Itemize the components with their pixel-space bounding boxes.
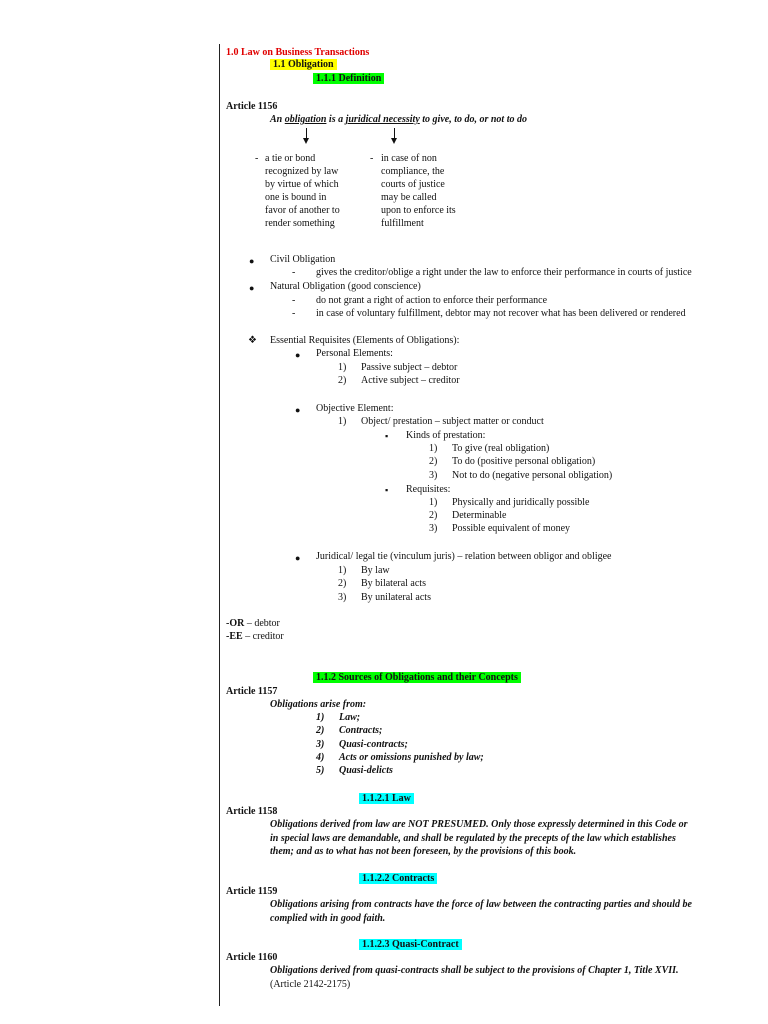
article-1158-title: Article 1158 xyxy=(226,806,278,817)
bullet-icon: ● xyxy=(295,405,301,415)
list-number: 1) xyxy=(316,712,325,723)
article-1158-text: Obligations derived from law are NOT PRESUMED. Only those expressly determined in this Code or xyxy=(270,819,688,830)
kind-1: To give (real obligation) xyxy=(452,443,550,454)
article-1158-text: in special laws are demandable, and shall be regulated by the precepts of the law which establishes xyxy=(270,833,676,844)
right-note-line: fulfillment xyxy=(381,218,424,229)
source-item: Law; xyxy=(339,712,361,723)
source-item: Quasi-contracts; xyxy=(339,739,408,750)
right-note-line: courts of justice xyxy=(381,179,445,190)
dash: - xyxy=(292,295,296,306)
bullet-icon: ● xyxy=(295,553,301,563)
law-heading: 1.1.2.1 Law xyxy=(359,793,414,805)
list-number: 3) xyxy=(429,523,438,534)
list-number: 4) xyxy=(316,752,325,763)
list-number: 3) xyxy=(316,739,325,750)
article-1159-text: Obligations arising from contracts have the force of law between the contracting parties and should be xyxy=(270,899,692,910)
left-note-line: a tie or bond xyxy=(265,153,316,164)
requisite-2: Determinable xyxy=(452,510,507,521)
left-note-line: by virtue of which xyxy=(265,179,339,190)
objective-element: Objective Element: xyxy=(316,403,394,414)
civil-note: gives the creditor/oblige a right under the law to enforce their performance in courts of justice xyxy=(316,267,692,278)
left-dash: - xyxy=(255,153,259,164)
list-number: 3) xyxy=(338,592,347,603)
source-item: Contracts; xyxy=(339,725,383,736)
list-number: 1) xyxy=(429,497,438,508)
list-number: 1) xyxy=(338,362,347,373)
kind-3: Not to do (negative personal obligation) xyxy=(452,470,613,481)
article-1157-title: Article 1157 xyxy=(226,686,278,697)
personal-elements: Personal Elements: xyxy=(316,348,393,359)
bullet-icon: ● xyxy=(249,283,255,293)
juridical-2: By bilateral acts xyxy=(361,578,426,589)
left-note-line: render something xyxy=(265,218,335,229)
dash: - xyxy=(292,308,296,319)
article-1156-title: Article 1156 xyxy=(226,101,278,112)
quasi-contract-heading: 1.1.2.3 Quasi-Contract xyxy=(359,939,462,951)
personal-1: Passive subject – debtor xyxy=(361,362,458,373)
source-item: Acts or omissions punished by law; xyxy=(339,752,484,763)
juridical-tie: Juridical/ legal tie (vinculum juris) – relation between obligor and obligee xyxy=(316,551,612,562)
right-dash: - xyxy=(370,153,374,164)
natural-note-1: do not grant a right of action to enforce their performance xyxy=(316,295,548,306)
list-number: 2) xyxy=(429,510,438,521)
juridical-1: By law xyxy=(361,565,390,576)
right-note-line: may be called xyxy=(381,192,437,203)
left-note-line: favor of another to xyxy=(265,205,340,216)
square-bullet-icon: ▪ xyxy=(385,485,389,495)
margin-rule xyxy=(219,44,220,1006)
requisite-3: Possible equivalent of money xyxy=(452,523,571,534)
list-number: 1) xyxy=(338,416,347,427)
list-number: 3) xyxy=(429,470,438,481)
juridical-3: By unilateral acts xyxy=(361,592,431,603)
article-1160-title: Article 1160 xyxy=(226,952,278,963)
subsection-heading: 1.1 Obligation xyxy=(270,59,337,71)
list-number: 2) xyxy=(338,578,347,589)
right-note-line: compliance, the xyxy=(381,166,445,177)
ee-suffix: -EE – creditor xyxy=(226,631,284,642)
arrow-right-shaft xyxy=(394,128,395,138)
article-1159-text: complied with in good faith. xyxy=(270,913,386,924)
list-number: 5) xyxy=(316,765,325,776)
or-suffix: -OR – debtor xyxy=(226,618,280,629)
requisites-title: Essential Requisites (Elements of Obligations): xyxy=(270,335,460,346)
requisites-subtitle: Requisites: xyxy=(406,484,451,495)
sources-intro: Obligations arise from: xyxy=(270,699,367,710)
bullet-icon: ● xyxy=(249,256,255,266)
kind-2: To do (positive personal obligation) xyxy=(452,456,596,467)
contracts-heading: 1.1.2.2 Contracts xyxy=(359,873,437,885)
definition-heading: 1.1.1 Definition xyxy=(313,73,384,85)
article-1160-text: Obligations derived from quasi-contracts shall be subject to the provisions of Chapter 1, Title XVII. xyxy=(270,965,679,976)
kinds-of-prestation: Kinds of prestation: xyxy=(406,430,486,441)
right-note-line: in case of non xyxy=(381,153,437,164)
left-note-line: recognized by law xyxy=(265,166,339,177)
personal-2: Active subject – creditor xyxy=(361,375,460,386)
list-number: 2) xyxy=(338,375,347,386)
list-number: 1) xyxy=(429,443,438,454)
left-note-line: one is bound in xyxy=(265,192,327,203)
arrow-left-shaft xyxy=(306,128,307,138)
article-1159-title: Article 1159 xyxy=(226,886,278,897)
article-1160-ref: (Article 2142-2175) xyxy=(270,979,351,990)
source-item: Quasi-delicts xyxy=(339,765,393,776)
bullet-icon: ● xyxy=(295,350,301,360)
list-number: 2) xyxy=(429,456,438,467)
arrow-down-icon xyxy=(303,138,309,144)
dash: - xyxy=(292,267,296,278)
requisite-1: Physically and juridically possible xyxy=(452,497,590,508)
square-bullet-icon: ▪ xyxy=(385,431,389,441)
obligation-definition: An obligation is a juridical necessity to give, to do, or not to do xyxy=(270,114,527,125)
list-number: 1) xyxy=(338,565,347,576)
sources-heading: 1.1.2 Sources of Obligations and their Concepts xyxy=(313,672,521,684)
civil-obligation: Civil Obligation xyxy=(270,254,336,265)
arrow-down-icon xyxy=(391,138,397,144)
article-1158-text: them; and as to what has not been foreseen, by the provisions of this book. xyxy=(270,846,577,857)
objective-1: Object/ prestation – subject matter or conduct xyxy=(361,416,544,427)
natural-note-2: in case of voluntary fulfillment, debtor may not recover what has been delivered or rendered xyxy=(316,308,686,319)
natural-obligation: Natural Obligation (good conscience) xyxy=(270,281,421,292)
list-number: 2) xyxy=(316,725,325,736)
section-heading: 1.0 Law on Business Transactions xyxy=(226,47,370,58)
right-note-line: upon to enforce its xyxy=(381,205,456,216)
diamond-bullet-icon: ❖ xyxy=(248,335,257,346)
